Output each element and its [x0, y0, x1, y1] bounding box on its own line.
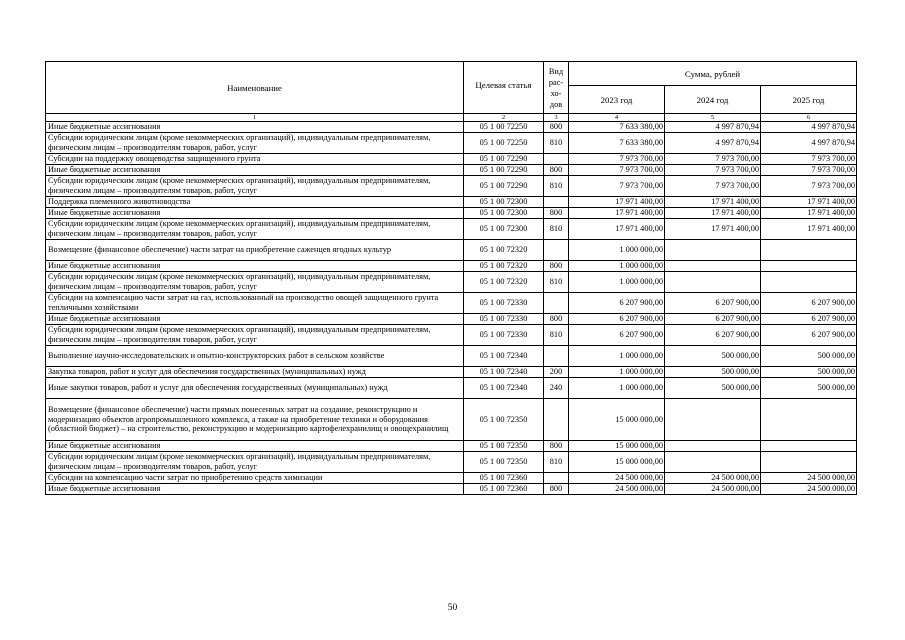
table-row [46, 154, 857, 165]
row-amount-2024 [665, 240, 761, 261]
row-amount-2024: 4 997 870,94 [665, 122, 761, 133]
row-expense-type: 800 [544, 165, 569, 176]
row-target-article: 05 1 00 72300 [464, 219, 544, 240]
row-target-article: 05 1 00 72300 [464, 197, 544, 208]
row-amount-2024: 500 000,00 [665, 378, 761, 399]
row-expense-type: 800 [544, 208, 569, 219]
table-row [46, 122, 857, 133]
row-amount-2024: 24 500 000,00 [665, 484, 761, 495]
row-amount-2024: 6 207 900,00 [665, 293, 761, 314]
row-expense-type [544, 346, 569, 367]
row-name: Субсидии юридическим лицам (кроме некоммерческих организаций), индивидуальным предпринимателям, физическим лицам – производителям товаров, работ, услуг [46, 272, 464, 293]
row-amount-2023: 15 000 000,00 [569, 441, 665, 452]
header-year-2025: 2025 год [761, 86, 857, 114]
row-amount-2025: 6 207 900,00 [761, 314, 857, 325]
budget-table-body [46, 62, 857, 495]
row-name: Субсидии юридическим лицам (кроме некоммерческих организаций), индивидуальным предпринимателям, физическим лицам – производителям товаров, работ, услуг [46, 219, 464, 240]
row-name: Субсидии юридическим лицам (кроме некоммерческих организаций), индивидуальным предпринимателям, физическим лицам – производителям товаров, работ, услуг [46, 176, 464, 197]
table-row [46, 452, 857, 473]
row-amount-2025: 24 500 000,00 [761, 473, 857, 484]
row-name: Субсидии юридическим лицам (кроме некоммерческих организаций), индивидуальным предпринимателям, физическим лицам – производителям товаров, работ, услуг [46, 325, 464, 346]
header-row [46, 62, 857, 86]
row-amount-2023: 7 633 380,00 [569, 133, 665, 154]
row-amount-2025: 500 000,00 [761, 346, 857, 367]
row-expense-type [544, 154, 569, 165]
row-amount-2024 [665, 452, 761, 473]
row-target-article: 05 1 00 72350 [464, 399, 544, 441]
header-code: Целевая статья [464, 62, 544, 114]
table-row [46, 272, 857, 293]
row-amount-2024: 7 973 700,00 [665, 176, 761, 197]
row-target-article: 05 1 00 72290 [464, 154, 544, 165]
row-name: Иные бюджетные ассигнования [46, 314, 464, 325]
row-amount-2023: 15 000 000,00 [569, 399, 665, 441]
budget-table-container [45, 61, 856, 495]
row-amount-2023: 17 971 400,00 [569, 208, 665, 219]
table-row [46, 346, 857, 367]
row-amount-2025: 17 971 400,00 [761, 219, 857, 240]
row-name: Выполнение научно-исследовательских и опытно-конструкторских работ в сельском хозяйстве [46, 346, 464, 367]
row-amount-2023: 1 000 000,00 [569, 272, 665, 293]
row-target-article: 05 1 00 72360 [464, 484, 544, 495]
row-target-article: 05 1 00 72250 [464, 122, 544, 133]
row-target-article: 05 1 00 72350 [464, 452, 544, 473]
row-name: Иные закупки товаров, работ и услуг для обеспечения государственных (муниципальных) нужд [46, 378, 464, 399]
header-vr: Вид рас- хо- дов [544, 62, 569, 114]
table-row [46, 441, 857, 452]
row-amount-2025 [761, 261, 857, 272]
row-name: Иные бюджетные ассигнования [46, 122, 464, 133]
row-expense-type [544, 473, 569, 484]
row-name: Возмещение (финансовое обеспечение) части затрат на приобретение саженцев ягодных культур [46, 240, 464, 261]
header-year-2024: 2024 год [665, 86, 761, 114]
row-target-article: 05 1 00 72300 [464, 208, 544, 219]
row-target-article: 05 1 00 72340 [464, 346, 544, 367]
row-target-article: 05 1 00 72330 [464, 314, 544, 325]
row-amount-2023: 6 207 900,00 [569, 314, 665, 325]
row-amount-2025: 4 997 870,94 [761, 122, 857, 133]
row-name: Иные бюджетные ассигнования [46, 165, 464, 176]
row-target-article: 05 1 00 72330 [464, 325, 544, 346]
column-number: 4 [569, 114, 665, 122]
row-amount-2024 [665, 261, 761, 272]
table-row [46, 165, 857, 176]
row-amount-2025 [761, 272, 857, 293]
row-amount-2025: 6 207 900,00 [761, 293, 857, 314]
column-number: 5 [665, 114, 761, 122]
table-row [46, 176, 857, 197]
row-amount-2024: 17 971 400,00 [665, 208, 761, 219]
table-row [46, 484, 857, 495]
row-expense-type [544, 293, 569, 314]
row-target-article: 05 1 00 72320 [464, 261, 544, 272]
row-name: Субсидии юридическим лицам (кроме некоммерческих организаций), индивидуальным предпринимателям, физическим лицам – производителям товаров, работ, услуг [46, 452, 464, 473]
table-row [46, 219, 857, 240]
row-amount-2025 [761, 240, 857, 261]
row-amount-2023: 6 207 900,00 [569, 325, 665, 346]
row-name: Субсидии на поддержку овощеводства защищенного грунта [46, 154, 464, 165]
row-amount-2025: 4 997 870,94 [761, 133, 857, 154]
row-expense-type: 800 [544, 441, 569, 452]
table-row [46, 208, 857, 219]
row-name: Иные бюджетные ассигнования [46, 208, 464, 219]
row-expense-type [544, 399, 569, 441]
row-expense-type: 800 [544, 261, 569, 272]
row-amount-2025 [761, 441, 857, 452]
column-number: 3 [544, 114, 569, 122]
row-name: Субсидии на компенсацию части затрат на газ, использованный на производство овощей защищенного грунта тепличными хозяйствами [46, 293, 464, 314]
row-expense-type [544, 197, 569, 208]
row-expense-type: 800 [544, 122, 569, 133]
row-amount-2023: 1 000 000,00 [569, 346, 665, 367]
row-target-article: 05 1 00 72360 [464, 473, 544, 484]
row-expense-type: 800 [544, 484, 569, 495]
row-amount-2024: 17 971 400,00 [665, 197, 761, 208]
row-expense-type: 810 [544, 272, 569, 293]
row-amount-2025: 17 971 400,00 [761, 197, 857, 208]
row-amount-2023: 7 973 700,00 [569, 165, 665, 176]
budget-table [45, 61, 857, 495]
row-expense-type: 810 [544, 219, 569, 240]
row-expense-type: 810 [544, 176, 569, 197]
row-amount-2023: 1 000 000,00 [569, 261, 665, 272]
row-target-article: 05 1 00 72320 [464, 272, 544, 293]
column-number-row [46, 114, 857, 122]
header-year-2023: 2023 год [569, 86, 665, 114]
row-amount-2025: 7 973 700,00 [761, 176, 857, 197]
table-row [46, 197, 857, 208]
row-amount-2023: 1 000 000,00 [569, 378, 665, 399]
row-amount-2024: 24 500 000,00 [665, 473, 761, 484]
row-amount-2025 [761, 452, 857, 473]
table-row [46, 261, 857, 272]
row-target-article: 05 1 00 72320 [464, 240, 544, 261]
table-row [46, 314, 857, 325]
row-amount-2025: 7 973 700,00 [761, 154, 857, 165]
row-name: Возмещение (финансовое обеспечение) части прямых понесенных затрат на создание, реконструкцию и модернизацию объектов агропромышленного комплекса, а также на приобретение техники и оборудования (областной бюджет) – на строительство, реконструкцию и модернизацию картофелехранилищ и овощехранилищ [46, 399, 464, 441]
row-amount-2023: 17 971 400,00 [569, 219, 665, 240]
row-target-article: 05 1 00 72340 [464, 378, 544, 399]
row-amount-2023: 15 000 000,00 [569, 452, 665, 473]
row-amount-2025: 500 000,00 [761, 367, 857, 378]
row-amount-2024 [665, 441, 761, 452]
row-amount-2025: 7 973 700,00 [761, 165, 857, 176]
row-amount-2025: 6 207 900,00 [761, 325, 857, 346]
row-amount-2025: 24 500 000,00 [761, 484, 857, 495]
row-amount-2023: 7 633 380,00 [569, 122, 665, 133]
row-amount-2023: 24 500 000,00 [569, 473, 665, 484]
row-target-article: 05 1 00 72340 [464, 367, 544, 378]
row-name: Иные бюджетные ассигнования [46, 261, 464, 272]
table-row [46, 325, 857, 346]
row-target-article: 05 1 00 72290 [464, 176, 544, 197]
page-number: 50 [447, 603, 458, 613]
row-amount-2024: 4 997 870,94 [665, 133, 761, 154]
row-expense-type: 800 [544, 314, 569, 325]
row-name: Поддержка племенного животноводства [46, 197, 464, 208]
column-number: 6 [761, 114, 857, 122]
header-name: Наименование [46, 62, 464, 114]
column-number: 1 [46, 114, 464, 122]
table-row [46, 367, 857, 378]
table-row [46, 240, 857, 261]
row-name: Иные бюджетные ассигнования [46, 484, 464, 495]
row-amount-2024: 500 000,00 [665, 346, 761, 367]
row-amount-2024: 6 207 900,00 [665, 314, 761, 325]
row-amount-2023: 24 500 000,00 [569, 484, 665, 495]
table-row [46, 133, 857, 154]
row-target-article: 05 1 00 72250 [464, 133, 544, 154]
row-amount-2024: 6 207 900,00 [665, 325, 761, 346]
row-target-article: 05 1 00 72330 [464, 293, 544, 314]
row-expense-type: 810 [544, 325, 569, 346]
row-amount-2024: 7 973 700,00 [665, 165, 761, 176]
row-expense-type: 200 [544, 367, 569, 378]
column-number: 2 [464, 114, 544, 122]
row-amount-2025: 500 000,00 [761, 378, 857, 399]
row-amount-2024 [665, 399, 761, 441]
row-target-article: 05 1 00 72290 [464, 165, 544, 176]
row-expense-type [544, 240, 569, 261]
table-row [46, 378, 857, 399]
row-expense-type: 240 [544, 378, 569, 399]
row-expense-type: 810 [544, 133, 569, 154]
row-amount-2024 [665, 272, 761, 293]
row-name: Закупка товаров, работ и услуг для обеспечения государственных (муниципальных) нужд [46, 367, 464, 378]
row-name: Иные бюджетные ассигнования [46, 441, 464, 452]
row-amount-2024: 7 973 700,00 [665, 154, 761, 165]
row-amount-2023: 17 971 400,00 [569, 197, 665, 208]
row-amount-2025 [761, 399, 857, 441]
row-amount-2023: 7 973 700,00 [569, 176, 665, 197]
table-row [46, 293, 857, 314]
row-amount-2023: 6 207 900,00 [569, 293, 665, 314]
row-expense-type: 810 [544, 452, 569, 473]
header-sum: Сумма, рублей [569, 62, 857, 86]
row-amount-2023: 1 000 000,00 [569, 367, 665, 378]
row-name: Субсидии на компенсацию части затрат по приобретению средств химизации [46, 473, 464, 484]
row-target-article: 05 1 00 72350 [464, 441, 544, 452]
table-row [46, 473, 857, 484]
row-amount-2023: 1 000 000,00 [569, 240, 665, 261]
table-row [46, 399, 857, 441]
row-amount-2024: 17 971 400,00 [665, 219, 761, 240]
row-amount-2025: 17 971 400,00 [761, 208, 857, 219]
row-amount-2024: 500 000,00 [665, 367, 761, 378]
row-amount-2023: 7 973 700,00 [569, 154, 665, 165]
row-name: Субсидии юридическим лицам (кроме некоммерческих организаций), индивидуальным предпринимателям, физическим лицам – производителям товаров, работ, услуг [46, 133, 464, 154]
